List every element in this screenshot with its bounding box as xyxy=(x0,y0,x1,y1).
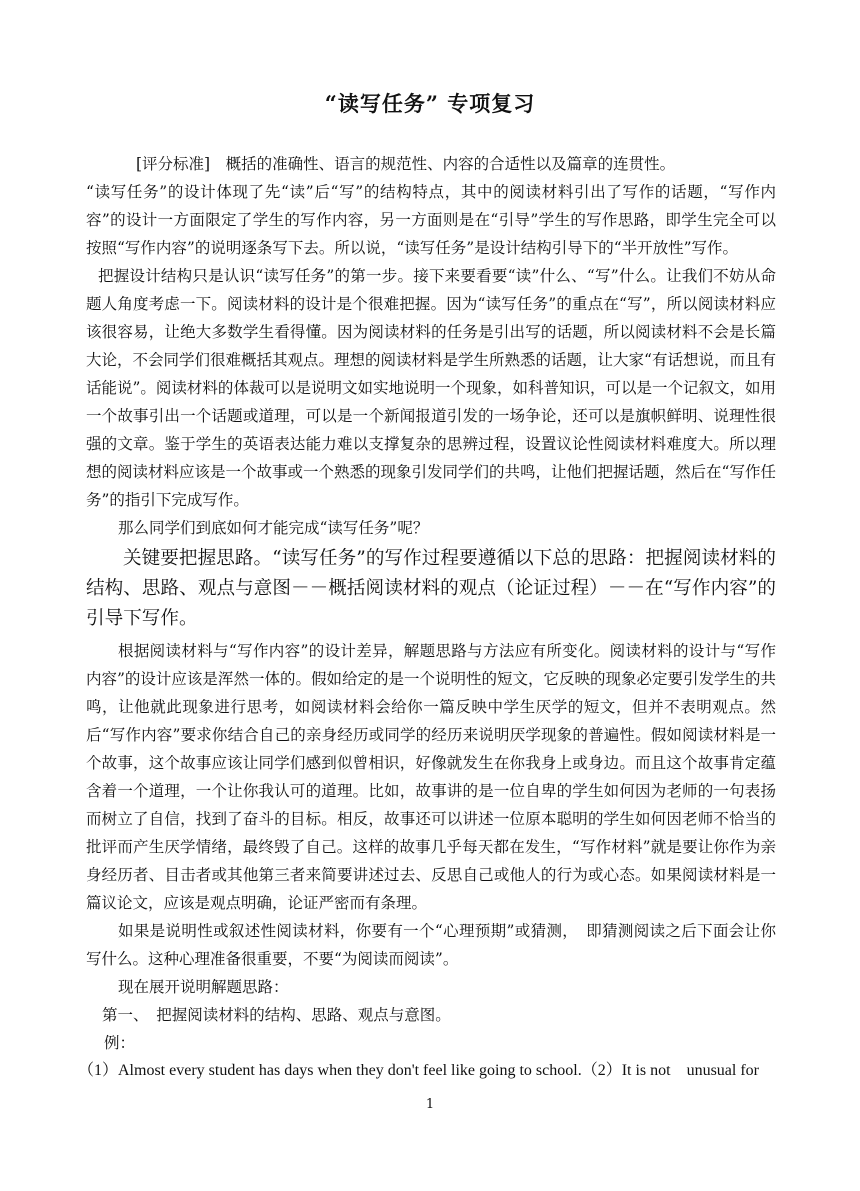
example-english-text: （1）Almost every student has days when they don't feel like going to school.（2）It is not unusual for xyxy=(78,1062,760,1079)
document-body xyxy=(78,150,776,1085)
paragraph-design-difference: 根据阅读材料与“写作内容”的设计差异，解题思路与方法应有所变化。阅读材料的设计与“写作内容”的设计应该是浑然一体的。假如给定的是一个说明性的短文，它反映的现象必定要引发学生的共鸣，让他就此现象进行思考，如阅读材料会给你一篇反映中学生厌学的短文，但并不表明观点。然后“写作内容”要求你结合自己的亲身经历或同学的经历来说明厌学现象的普遍性。假如阅读材料是一个故事，这个故事应该让同学们感到似曾相识，好像就发生在你我身上或身边。而且这个故事肯定蕴含着一个道理，一个让你我认可的道理。比如，故事讲的是一位自卑的学生如何因为老师的一句表扬而树立了自信，找到了奋斗的目标。相反，故事还可以讲述一位原本聪明的学生如何因老师不恰当的批评而产生厌学情绪，最终毁了自己。这样的故事几乎每天都在发生，“写作材料”就是要让你作为亲身经历者、目击者或其他第三者来简要讲述过去、反思自己或他人的行为或心态。如果阅读材料是一篇议论文，应该是观点明确，论证严密而有条理。 xyxy=(86,642,776,912)
paragraph-explanation-lead: 现在展开说明解题思路： xyxy=(118,978,289,996)
paragraph-key-approach: 关键要把握思路。“读写任务”的写作过程要遵循以下总的思路：把握阅读材料的结构、思路、观点与意图－－概括阅读材料的观点（论证过程）－－在“写作内容”的引导下写作。 xyxy=(86,548,776,629)
page-number: 1 xyxy=(425,1097,435,1112)
paragraph-expectation: 如果是说明性或叙述性阅读材料，你要有一个“心理预期”或猜测， 即猜测阅读之后下面会让你写什么。这种心理准备很重要，不要“为阅读而阅读”。 xyxy=(86,922,776,968)
paragraph-structure-intro: “读写任务”的设计体现了先“读”后“写”的结构特点，其中的阅读材料引出了写作的话题，“写作内容”的设计一方面限定了学生的写作内容，另一方面则是在“引导”学生的写作思路，即学生完全可以按照“写作内容”的说明逐条写下去。所以说，“读写任务”是设计结构引导下的“半开放性”写作。 xyxy=(86,183,776,257)
paragraph-reading-material: 把握设计结构只是认识“读写任务”的第一步。接下来要看要“读”什么、“写”什么。让我们不妨从命题人角度考虑一下。阅读材料的设计是个很难把握。因为“读写任务”的重点在“写”，所以阅读材料应该很容易，让绝大多数学生看得懂。因为阅读材料的任务是引出写的话题，所以阅读材料不会是长篇大论，不会同学们很难概括其观点。理想的阅读材料是学生所熟悉的话题，让大家“有话想说，而且有话能说”。阅读材料的体裁可以是说明文如实地说明一个现象，如科普知识，可以是一个记叙文，如用一个故事引出一个话题或道理，可以是一个新闻报道引发的一场争论，还可以是旗帜鲜明、说理性很强的文章。鉴于学生的英语表达能力难以支撑复杂的思辨过程，设置议论性阅读材料难度大。所以理想的阅读材料应该是一个故事或一个熟悉的现象引发同学们的共鸣，让他们把握话题，然后在“写作任务”的指引下完成写作。 xyxy=(86,267,776,509)
paragraph-question: 那么同学们到底如何才能完成“读写任务”呢？ xyxy=(118,519,429,537)
example-label: 例： xyxy=(104,1034,136,1052)
scoring-criteria: [评分标准] 概括的准确性、语言的规范性、内容的合适性以及篇章的连贯性。 xyxy=(136,155,676,173)
step-one-heading: 第一、 把握阅读材料的结构、思路、观点与意图。 xyxy=(102,1006,451,1024)
document-title: “读写任务” 专项复习 xyxy=(324,91,536,116)
